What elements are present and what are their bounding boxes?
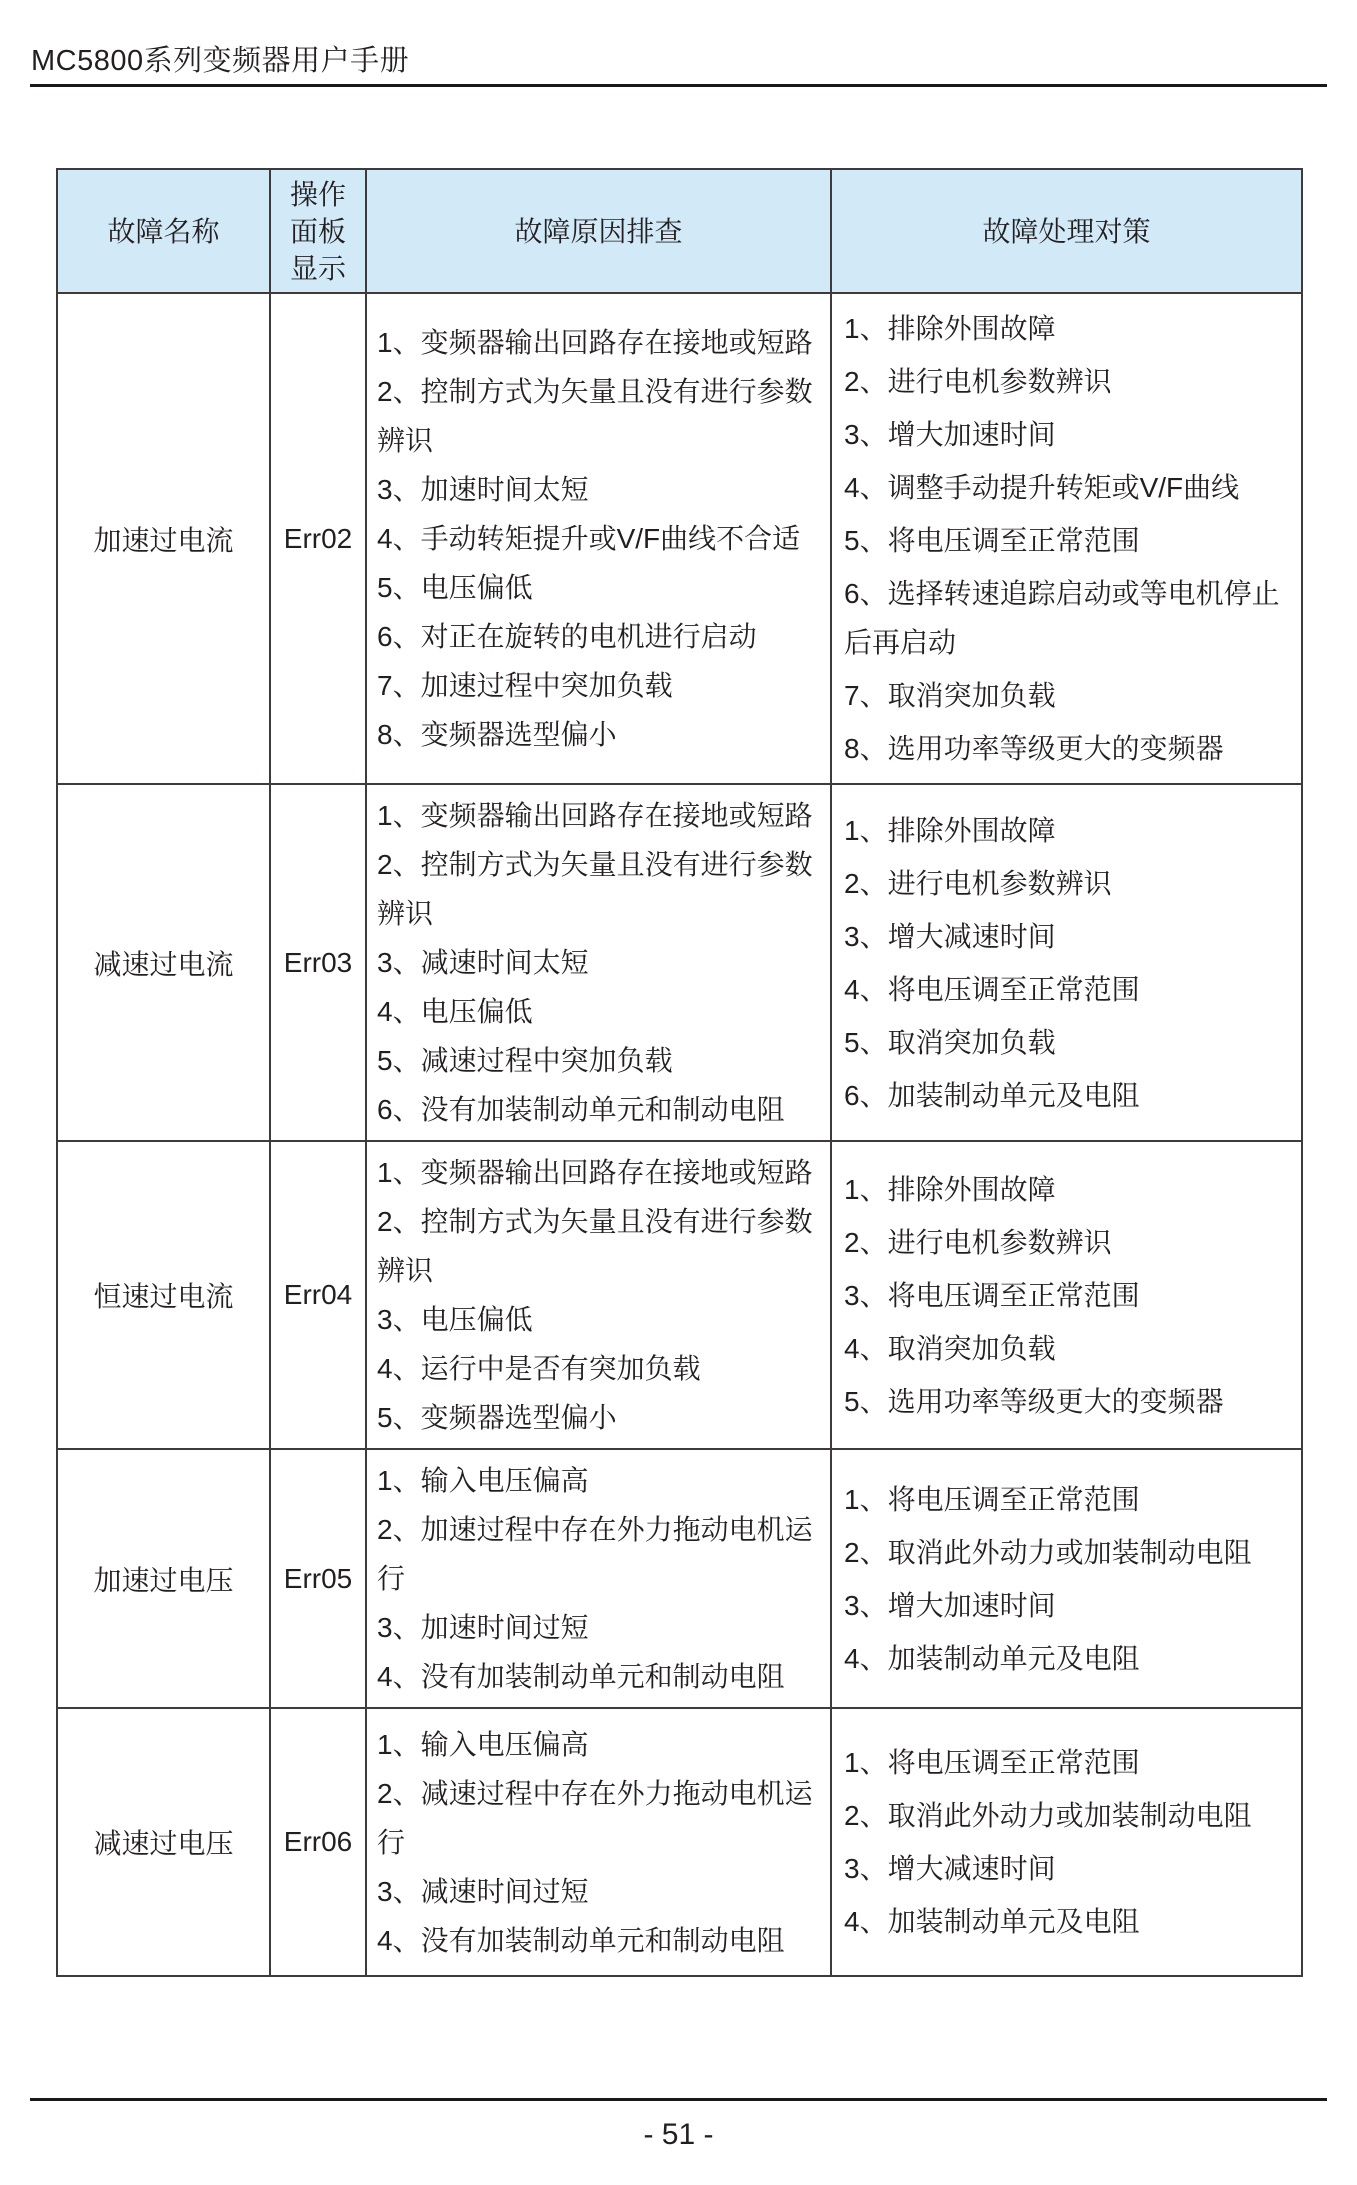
cause-item: 1、变频器输出回路存在接地或短路 [377, 800, 813, 831]
solution-item: 3、增大减速时间 [844, 920, 1056, 952]
fault-row [57, 1449, 1302, 1708]
cause-item: 8、变频器选型偏小 [377, 719, 617, 750]
solution-item: 4、调整手动提升转矩或V/F曲线 [844, 472, 1240, 503]
cause-item: 5、变频器选型偏小 [377, 1402, 617, 1433]
solution-item: 4、加装制动单元及电阻 [844, 1906, 1140, 1937]
cause-item: 3、加速时间太短 [377, 474, 589, 505]
solution-item: 5、取消突加负载 [844, 1026, 1056, 1058]
fault-causes-cell [366, 1708, 831, 1976]
fault-solutions-cell [831, 1141, 1302, 1449]
solution-item: 3、增大加速时间 [844, 1589, 1056, 1621]
cause-item: 6、对正在旋转的电机进行启动 [377, 621, 757, 652]
solution-item: 3、增大减速时间 [844, 1853, 1056, 1884]
fault-causes-cell [366, 293, 831, 784]
solution-item: 4、将电压调至正常范围 [844, 973, 1140, 1005]
fault-causes-cell [366, 1141, 831, 1449]
fault-solutions-cell [831, 784, 1302, 1141]
fault-name-cell: 加速过电流 [57, 293, 270, 784]
fault-row [57, 1708, 1302, 1976]
col-header-panel-display: 操作面板显示 [270, 169, 366, 293]
fault-solutions-cell [831, 1449, 1302, 1708]
solution-item: 5、将电压调至正常范围 [844, 525, 1140, 556]
solution-item: 6、选择转速追踪启动或等电机停止后再启动 [844, 578, 1280, 658]
cause-item: 6、没有加装制动单元和制动电阻 [377, 1094, 785, 1125]
solution-item: 2、进行电机参数辨识 [844, 366, 1112, 397]
panel-display-cell: Err06 [270, 1708, 366, 1976]
cause-item: 5、电压偏低 [377, 572, 533, 603]
solution-item: 7、取消突加负载 [844, 680, 1056, 711]
fault-table-header-row [57, 169, 1302, 293]
cause-item: 1、输入电压偏高 [377, 1728, 589, 1760]
cause-item: 1、变频器输出回路存在接地或短路 [377, 1157, 813, 1188]
solution-item: 6、加装制动单元及电阻 [844, 1079, 1140, 1111]
solution-item: 1、排除外围故障 [844, 814, 1056, 846]
solution-item: 2、进行电机参数辨识 [844, 1226, 1112, 1258]
fault-name-cell: 减速过电流 [57, 784, 270, 1141]
fault-solutions-cell [831, 1708, 1302, 1976]
solution-item: 1、排除外围故障 [844, 1173, 1056, 1205]
cause-item: 2、控制方式为矢量且没有进行参数辨识 [377, 376, 813, 456]
solution-item: 5、选用功率等级更大的变频器 [844, 1385, 1224, 1417]
solution-item: 3、增大加速时间 [844, 419, 1056, 450]
cause-item: 4、电压偏低 [377, 996, 533, 1027]
fault-name-cell: 加速过电压 [57, 1449, 270, 1708]
cause-item: 5、减速过程中突加负载 [377, 1045, 673, 1076]
cause-item: 2、减速过程中存在外力拖动电机运行 [377, 1777, 813, 1858]
fault-table [56, 168, 1303, 1977]
col-header-fault-name: 故障名称 [57, 169, 270, 293]
cause-item: 3、加速时间过短 [377, 1612, 589, 1643]
cause-item: 2、加速过程中存在外力拖动电机运行 [377, 1514, 813, 1594]
solution-item: 2、取消此外动力或加装制动电阻 [844, 1800, 1252, 1831]
cause-item: 1、变频器输出回路存在接地或短路 [377, 327, 813, 358]
panel-display-cell: Err02 [270, 293, 366, 784]
cause-item: 4、运行中是否有突加负载 [377, 1353, 701, 1384]
page-number: - 51 - [643, 2118, 714, 2151]
solution-item: 1、排除外围故障 [844, 313, 1056, 344]
document-title: MC5800系列变频器用户手册 [31, 45, 410, 77]
fault-solutions-cell [831, 293, 1302, 784]
cause-item: 1、输入电压偏高 [377, 1465, 589, 1496]
fault-name-cell: 减速过电压 [57, 1708, 270, 1976]
fault-row [57, 293, 1302, 784]
cause-item: 7、加速过程中突加负载 [377, 670, 673, 701]
cause-item: 3、减速时间太短 [377, 947, 589, 978]
footer-rule [30, 2098, 1327, 2101]
solution-item: 1、将电压调至正常范围 [844, 1483, 1140, 1515]
fault-table-body [57, 293, 1302, 1976]
cause-item: 2、控制方式为矢量且没有进行参数辨识 [377, 1206, 813, 1286]
panel-display-cell: Err03 [270, 784, 366, 1141]
solution-item: 8、选用功率等级更大的变频器 [844, 733, 1224, 764]
solution-item: 1、将电压调至正常范围 [844, 1747, 1140, 1778]
fault-name-cell: 恒速过电流 [57, 1141, 270, 1449]
cause-item: 3、减速时间过短 [377, 1875, 589, 1907]
solution-item: 2、取消此外动力或加装制动电阻 [844, 1536, 1252, 1568]
cause-item: 4、没有加装制动单元和制动电阻 [377, 1924, 785, 1956]
col-header-fault-solutions: 故障处理对策 [831, 169, 1302, 293]
solution-item: 3、将电压调至正常范围 [844, 1279, 1140, 1311]
panel-display-cell: Err04 [270, 1141, 366, 1449]
fault-table-section [56, 168, 1301, 1977]
header-rule [30, 84, 1327, 87]
solution-item: 4、加装制动单元及电阻 [844, 1642, 1140, 1674]
cause-item: 3、电压偏低 [377, 1304, 533, 1335]
col-header-fault-causes: 故障原因排查 [366, 169, 831, 293]
cause-item: 4、手动转矩提升或V/F曲线不合适 [377, 523, 801, 554]
fault-row [57, 1141, 1302, 1449]
cause-item: 2、控制方式为矢量且没有进行参数辨识 [377, 849, 813, 929]
fault-causes-cell [366, 1449, 831, 1708]
cause-item: 4、没有加装制动单元和制动电阻 [377, 1661, 785, 1692]
panel-display-cell: Err05 [270, 1449, 366, 1708]
fault-row [57, 784, 1302, 1141]
solution-item: 4、取消突加负载 [844, 1332, 1056, 1364]
solution-item: 2、进行电机参数辨识 [844, 867, 1112, 899]
fault-causes-cell [366, 784, 831, 1141]
